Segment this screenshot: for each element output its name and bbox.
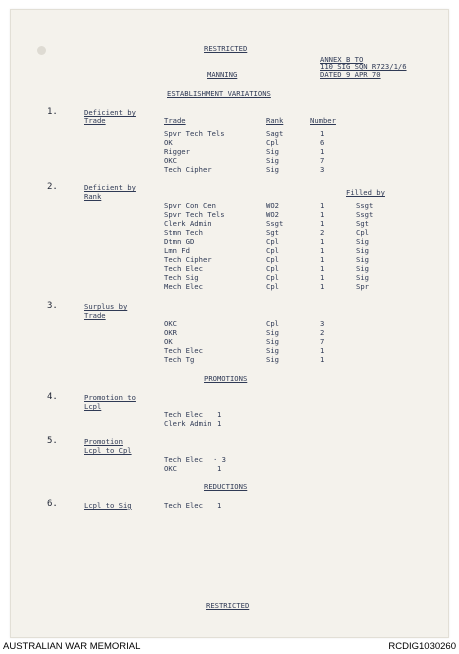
table-row-rank: Sig bbox=[266, 346, 279, 355]
section-1-label-line1: Deficient by bbox=[84, 108, 136, 117]
table-row-filled-by: Sig bbox=[356, 264, 369, 273]
table-row-number: 1 bbox=[320, 355, 325, 364]
table-row-number: 1 bbox=[320, 201, 325, 210]
table-row-number: 6 bbox=[320, 138, 325, 147]
section-1-label-line2: Trade bbox=[84, 116, 106, 125]
section-2-label-line1: Deficient by bbox=[84, 183, 136, 192]
section-3-label-line2: Trade bbox=[84, 311, 106, 320]
table-row-trade: Spvr Tech Tels bbox=[164, 129, 225, 138]
classification-top: RESTRICTED bbox=[204, 44, 248, 53]
table-row-rank: Sig bbox=[266, 355, 279, 364]
table-row-filled-by: Ssgt bbox=[356, 201, 374, 210]
table-row-trade: OKC bbox=[164, 156, 177, 165]
table-row-rank: Cpl bbox=[266, 138, 279, 147]
table-row-number: 2 bbox=[320, 328, 325, 337]
punch-hole bbox=[37, 46, 46, 55]
table-row-rank: Sig bbox=[266, 165, 279, 174]
table-row-filled-by: Sig bbox=[356, 246, 369, 255]
table-row-filled-by: Spr bbox=[356, 282, 369, 291]
table-row-rank: Cpl bbox=[266, 237, 279, 246]
table-row-rank: Sig bbox=[266, 337, 279, 346]
table-row-number: 1 bbox=[217, 410, 222, 419]
table-row-filled-by: Sig bbox=[356, 237, 369, 246]
table-row-trade: Tech Tg bbox=[164, 355, 195, 364]
section-3-label-line1: Surplus by bbox=[84, 302, 128, 311]
table-row-trade: OK bbox=[164, 337, 173, 346]
table-row-trade: OKR bbox=[164, 328, 177, 337]
table-row-number: 1 bbox=[320, 346, 325, 355]
reductions-heading: REDUCTIONS bbox=[204, 482, 248, 491]
section-5-label-line1: Promotion bbox=[84, 437, 123, 446]
table-row-number: 1 bbox=[320, 282, 325, 291]
archive-reference: RCDIG1030260 bbox=[388, 641, 456, 652]
table-row-number: 7 bbox=[320, 156, 325, 165]
table-row-filled-by: Sgt bbox=[356, 219, 369, 228]
table-row-trade: Dtmn GD bbox=[164, 237, 195, 246]
section-4-number: 4. bbox=[47, 392, 58, 402]
table-row-trade: Tech Elec bbox=[164, 501, 203, 510]
column-header-rank: Rank bbox=[266, 116, 284, 125]
table-row-filled-by: Sig bbox=[356, 255, 369, 264]
promotions-heading: PROMOTIONS bbox=[204, 374, 248, 383]
table-row-number: 1 bbox=[320, 237, 325, 246]
table-row-number: 3 bbox=[320, 165, 325, 174]
table-row-rank: Sagt bbox=[266, 129, 284, 138]
annex-line-1: ANNEX B TO bbox=[320, 55, 364, 64]
table-row-trade: Spvr Con Cen bbox=[164, 201, 216, 210]
table-row-number: 1 bbox=[320, 210, 325, 219]
table-row-rank: Cpl bbox=[266, 246, 279, 255]
classification-bottom: RESTRICTED bbox=[206, 601, 250, 610]
table-row-rank: Cpl bbox=[266, 273, 279, 282]
table-row-trade: OK bbox=[164, 138, 173, 147]
table-row-trade: Tech Elec bbox=[164, 455, 203, 464]
table-row-trade: Tech Sig bbox=[164, 273, 199, 282]
table-row-number: 1 bbox=[320, 255, 325, 264]
section-2-label-line2: Rank bbox=[84, 192, 102, 201]
table-row-number: 2 bbox=[320, 228, 325, 237]
table-row-filled-by: Sig bbox=[356, 273, 369, 282]
table-row-number: 1 bbox=[320, 246, 325, 255]
table-row-filled-by: Cpl bbox=[356, 228, 369, 237]
table-row-number: 7 bbox=[320, 337, 325, 346]
table-row-trade: Tech Cipher bbox=[164, 255, 212, 264]
table-row-trade: Tech Elec bbox=[164, 410, 203, 419]
table-row-number: 1 bbox=[320, 129, 325, 138]
document-title: MANNING bbox=[207, 70, 238, 79]
archive-credit: AUSTRALIAN WAR MEMORIAL bbox=[3, 641, 141, 652]
table-row-trade: Clerk Admin bbox=[164, 419, 212, 428]
section-5-label-line2: Lcpl to Cpl bbox=[84, 446, 132, 455]
table-row-rank: Sig bbox=[266, 147, 279, 156]
section-6-number: 6. bbox=[47, 499, 58, 509]
section-6-label: Lcpl to Sig bbox=[84, 501, 132, 510]
table-row-rank: Sgt bbox=[266, 228, 279, 237]
table-row-trade: Mech Elec bbox=[164, 282, 203, 291]
table-row-rank: WO2 bbox=[266, 201, 279, 210]
table-row-rank: WO2 bbox=[266, 210, 279, 219]
section-5-number: 5. bbox=[47, 436, 58, 446]
table-row-number: 1 bbox=[217, 501, 222, 510]
annex-line-2: 110 SIG SQN R723/1/6 bbox=[320, 62, 407, 71]
table-row-number: 1 bbox=[217, 464, 222, 473]
table-row-rank: Cpl bbox=[266, 282, 279, 291]
table-row-rank: Ssgt bbox=[266, 219, 284, 228]
table-row-rank: Cpl bbox=[266, 255, 279, 264]
table-row-number: 1 bbox=[217, 419, 222, 428]
table-row-number: 1 bbox=[320, 219, 325, 228]
table-row-trade: Clerk Admin bbox=[164, 219, 212, 228]
table-row-rank: Cpl bbox=[266, 319, 279, 328]
table-row-number: 1 bbox=[320, 264, 325, 273]
section-4-label-line1: Promotion to bbox=[84, 393, 136, 402]
table-row-trade: Rigger bbox=[164, 147, 190, 156]
table-row-number: 3 bbox=[320, 319, 325, 328]
column-header-number: Number bbox=[310, 116, 336, 125]
table-row-trade: Spvr Tech Tels bbox=[164, 210, 225, 219]
table-row-filled-by: Ssgt bbox=[356, 210, 374, 219]
document-subtitle: ESTABLISHMENT VARIATIONS bbox=[167, 89, 271, 98]
table-row-trade: OKC bbox=[164, 464, 177, 473]
table-row-trade: Stmn Tech bbox=[164, 228, 203, 237]
table-row-rank: Cpl bbox=[266, 264, 279, 273]
table-row-rank: Sig bbox=[266, 328, 279, 337]
section-4-label-line2: Lcpl bbox=[84, 402, 102, 411]
table-row-trade: Lmn Fd bbox=[164, 246, 190, 255]
table-row-rank: Sig bbox=[266, 156, 279, 165]
table-row-number: 1 bbox=[320, 147, 325, 156]
table-row-trade: OKC bbox=[164, 319, 177, 328]
table-row-trade: Tech Elec bbox=[164, 264, 203, 273]
section-1-number: 1. bbox=[47, 107, 58, 117]
table-row-trade: Tech Elec bbox=[164, 346, 203, 355]
table-row-number: · 3 bbox=[213, 455, 226, 464]
annex-line-3: DATED 9 APR 70 bbox=[320, 70, 381, 79]
document-page bbox=[10, 9, 449, 638]
section-2-number: 2. bbox=[47, 182, 58, 192]
table-row-number: 1 bbox=[320, 273, 325, 282]
column-header-trade: Trade bbox=[164, 116, 186, 125]
section-3-number: 3. bbox=[47, 301, 58, 311]
table-row-trade: Tech Cipher bbox=[164, 165, 212, 174]
column-header-filled-by: Filled by bbox=[346, 188, 385, 197]
